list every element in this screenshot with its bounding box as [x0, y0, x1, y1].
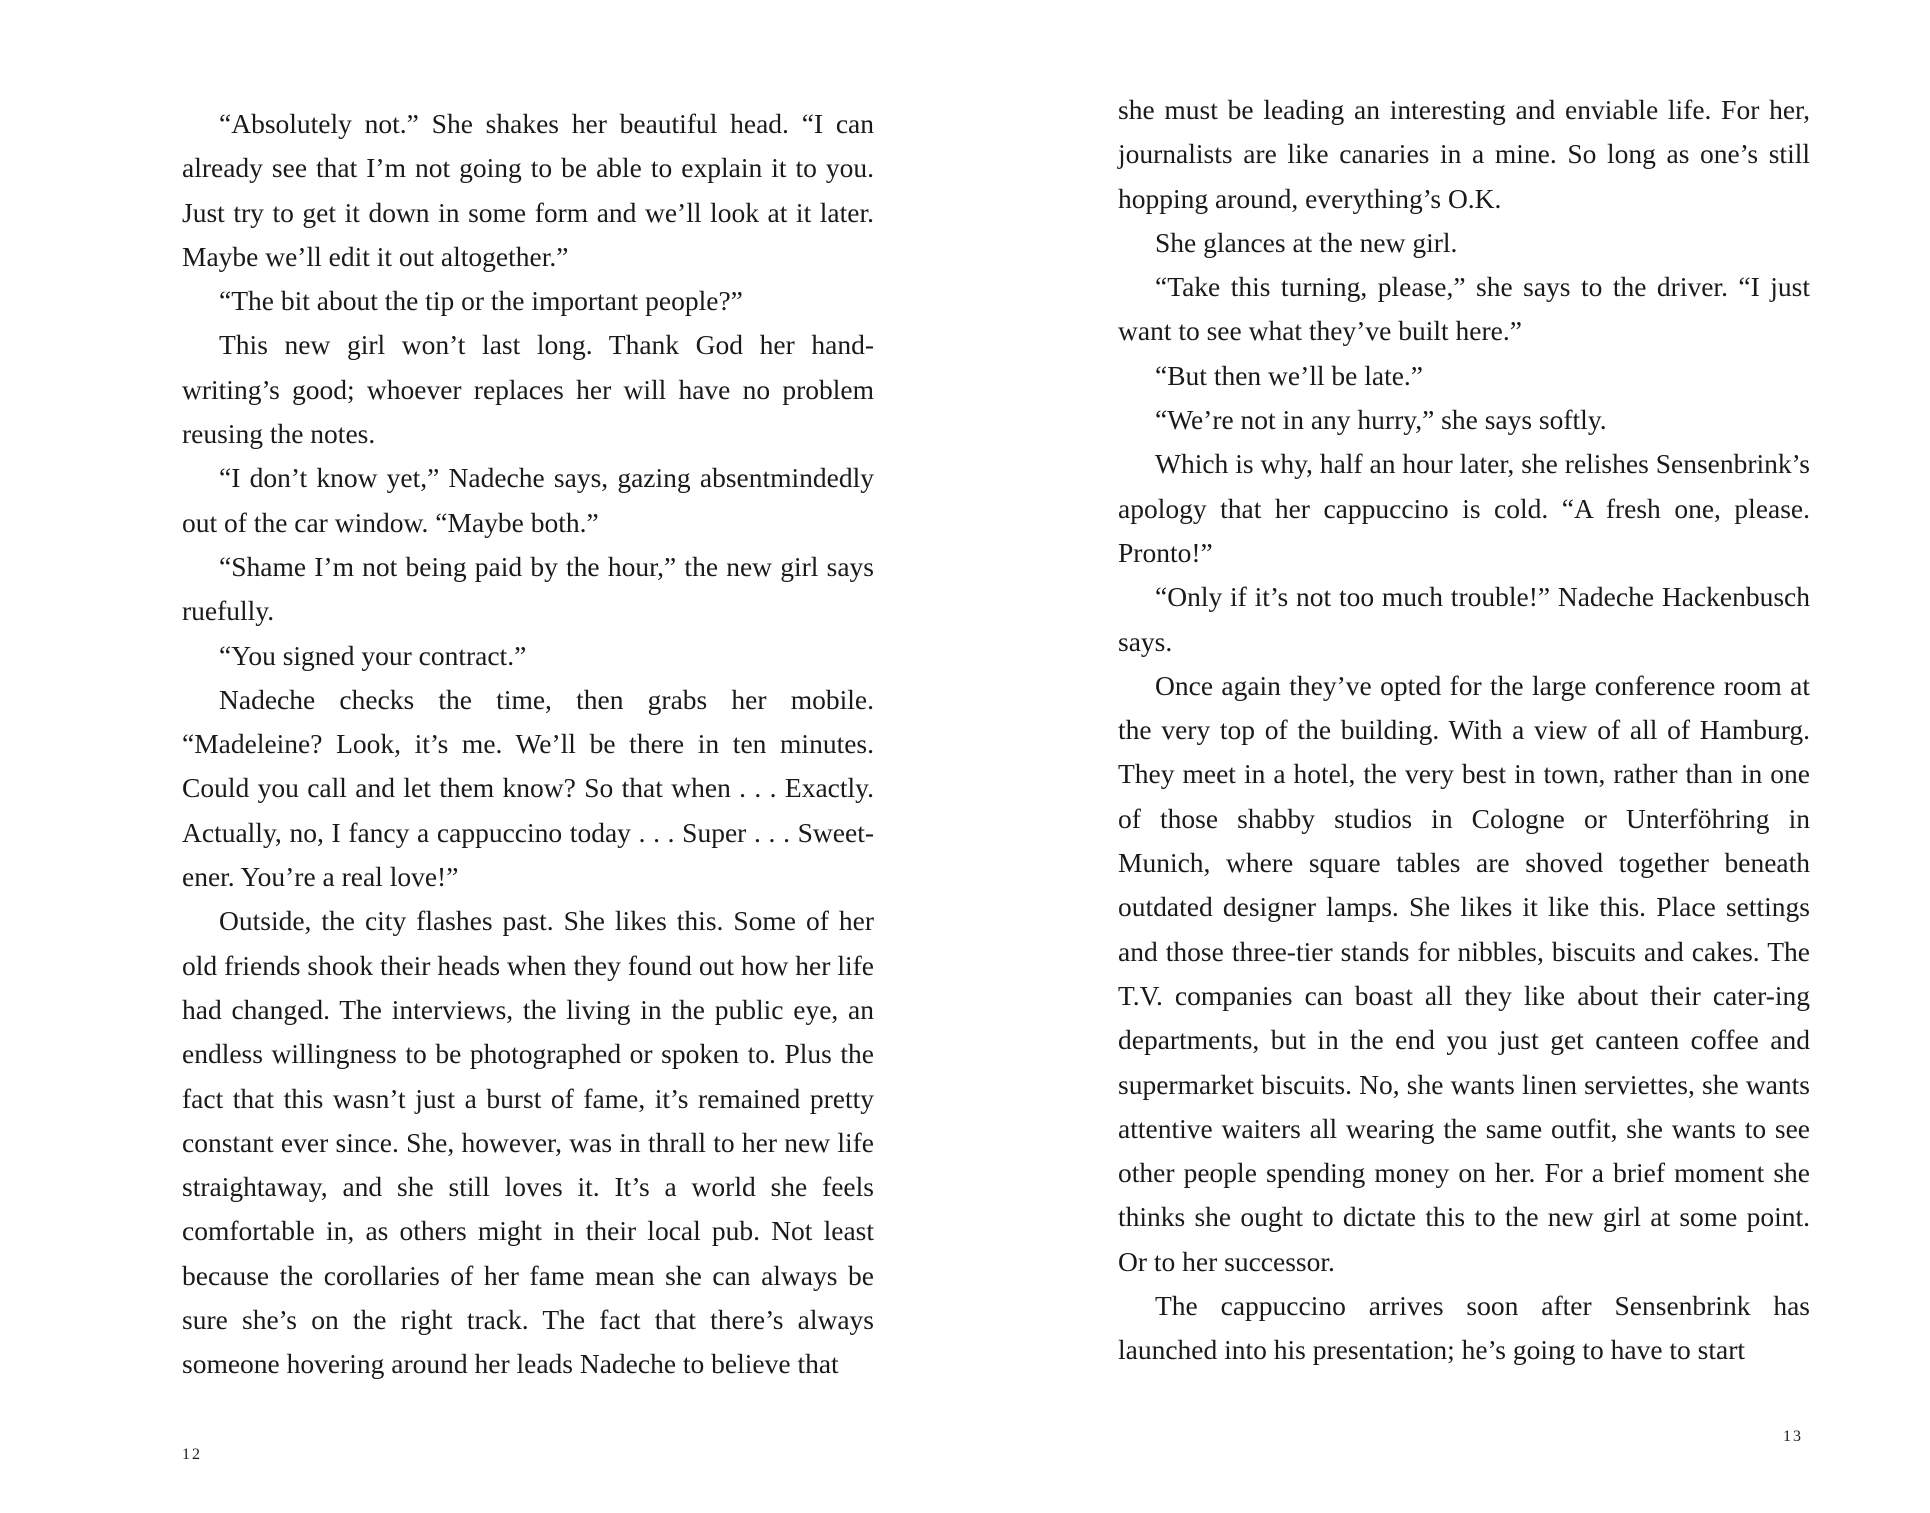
- paragraph: “Take this turning, please,” she says to the driver. “I just want to see what they’ve built here.”: [1118, 271, 1810, 347]
- page-number-right: 13: [1783, 1428, 1803, 1445]
- paragraph: The cappuccino arrives soon after Sensenbrink has launched into his presentation; he’s going to have to start: [1118, 1290, 1810, 1366]
- paragraph: She glances at the new girl.: [1155, 226, 1458, 258]
- page-number-left: 12: [182, 1446, 202, 1463]
- paragraph: Nadeche checks the time, then grabs her mobile. “Madeleine? Look, it’s me. We’ll be there in ten minutes. Could you call and let them know? So that when . . . Exactly. Actually, no, I fancy a cappuccino today . . . Super . . . Sweet-ener. You’re a real love!”: [182, 683, 874, 893]
- right-page: [1118, 88, 1810, 1373]
- paragraph: “The bit about the tip or the important people?”: [219, 285, 743, 317]
- paragraph: Outside, the city flashes past. She likes this. Some of her old friends shook their heads when they found out how her life had changed. The interviews, the living in the public eye, an endless willingness to be photographed or spoken to. Plus the fact that this wasn’t just a burst of fame, it’s remained pretty constant ever since. She, however, was in thrall to her new life straightaway, and she still loves it. It’s a world she feels comfortable in, as others might in their local pub. Not least because the corollaries of her fame mean she can always be sure she’s on the right track. The fact that there’s always someone hovering around her leads Nadeche to believe that: [182, 905, 874, 1380]
- left-page: [182, 102, 874, 1387]
- paragraph-continued: she must be leading an interesting and enviable life. For her, journalists are like canaries in a mine. So long as one’s still hopping around, everything’s O.K.: [1118, 94, 1810, 214]
- paragraph: “We’re not in any hurry,” she says softly.: [1155, 404, 1607, 436]
- paragraph: “Only if it’s not too much trouble!” Nadeche Hackenbusch says.: [1118, 581, 1810, 657]
- paragraph: This new girl won’t last long. Thank God her hand-writing’s good; whoever replaces her will have no problem reusing the notes.: [182, 329, 874, 450]
- paragraph: “You signed your contract.”: [219, 639, 527, 671]
- paragraph: Once again they’ve opted for the large conference room at the very top of the building. With a view of all of Hamburg. They meet in a hotel, the very best in town, rather than in one of those shabby studios in Cologne or Unterföhring in Munich, where square tables are shoved together beneath outdated designer lamps. She likes it like this. Place settings and those three-tier stands for nibbles, biscuits and cakes. The T.V. companies can boast all they like about their cater-ing departments, but in the end you just get canteen coffee and supermarket biscuits. No, she wants linen serviettes, she wants attentive waiters all wearing the same outfit, she wants to see other people spending money on her. For a brief moment she thinks she ought to dictate this to the new girl at some point. Or to her successor.: [1118, 669, 1810, 1277]
- paragraph: “Absolutely not.” She shakes her beautiful head. “I can already see that I’m not going to be able to explain it to you. Just try to get it down in some form and we’ll look at it later. Maybe we’ll edit it out altogether.”: [182, 108, 874, 272]
- paragraph: “I don’t know yet,” Nadeche says, gazing absentmindedly out of the car window. “Maybe both.”: [182, 462, 874, 538]
- paragraph: Which is why, half an hour later, she relishes Sensenbrink’s apology that her cappuccino is cold. “A fresh one, please. Pronto!”: [1118, 448, 1810, 568]
- paragraph: “Shame I’m not being paid by the hour,” the new girl says ruefully.: [182, 550, 874, 627]
- paragraph: “But then we’ll be late.”: [1155, 359, 1424, 391]
